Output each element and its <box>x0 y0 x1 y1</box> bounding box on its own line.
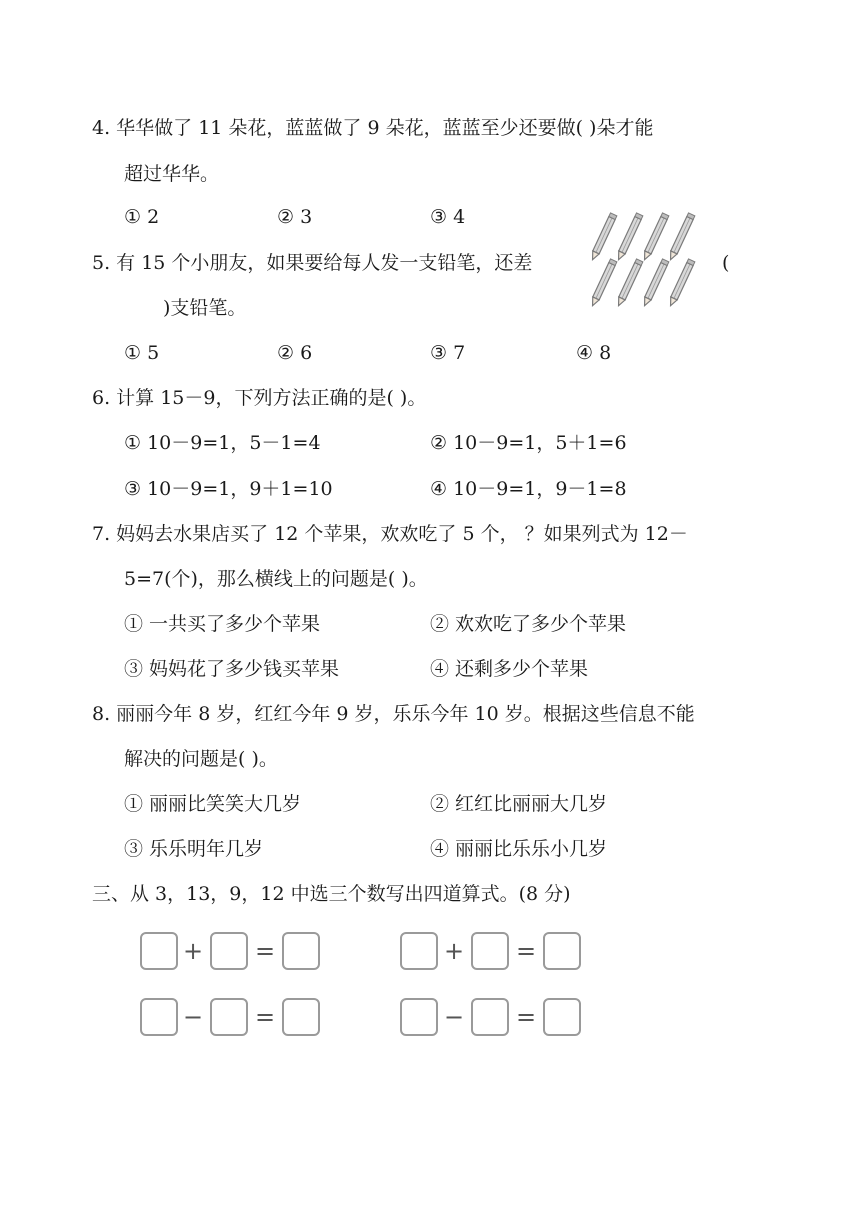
pencils-illustration <box>588 212 704 312</box>
answer-box[interactable] <box>471 998 509 1036</box>
pencil-icon <box>667 259 694 307</box>
q7-line2: 5=7(个)，那么横线上的问题是( )。 <box>124 568 428 590</box>
equals-sign: = <box>516 1003 537 1031</box>
q4-line2: 超过华华。 <box>124 163 220 185</box>
section3-title: 三、从 3，13，9，12 中选三个数写出四道算式。(8 分) <box>92 883 571 905</box>
q6-option-3[interactable]: ③ 10－9=1，9＋1=10 <box>124 478 333 500</box>
q8-option-4[interactable]: ④ 丽丽比乐乐小几岁 <box>430 838 608 860</box>
minus-sign: − <box>183 1003 204 1031</box>
q4-option-1[interactable]: ① 2 <box>124 206 160 228</box>
pencil-icon <box>615 259 642 307</box>
q6-line1: 6. 计算 15－9，下列方法正确的是( )。 <box>92 387 427 409</box>
q5-paren-open: ( <box>722 252 730 274</box>
equals-sign: = <box>516 937 537 965</box>
q8-option-2[interactable]: ② 红红比丽丽大几岁 <box>430 793 608 815</box>
q7-option-2[interactable]: ② 欢欢吃了多少个苹果 <box>430 613 627 635</box>
plus-sign: + <box>444 937 465 965</box>
q6-option-1[interactable]: ① 10－9=1，5－1=4 <box>124 432 321 454</box>
answer-box[interactable] <box>210 932 248 970</box>
q6-option-4[interactable]: ④ 10－9=1，9－1=8 <box>430 478 627 500</box>
q6-option-2[interactable]: ② 10－9=1，5＋1=6 <box>430 432 627 454</box>
q5-line2: )支铅笔。 <box>163 297 247 319</box>
q7-line1: 7. 妈妈去水果店买了 12 个苹果，欢欢吃了 5 个， ？如果列式为 12－ <box>92 523 688 545</box>
q8-line2: 解决的问题是( )。 <box>124 748 278 770</box>
q5-option-1[interactable]: ① 5 <box>124 342 160 364</box>
minus-sign: − <box>444 1003 465 1031</box>
pencil-icon <box>615 213 642 261</box>
q8-option-3[interactable]: ③ 乐乐明年几岁 <box>124 838 264 860</box>
q7-option-4[interactable]: ④ 还剩多少个苹果 <box>430 658 589 680</box>
equals-sign: = <box>255 937 276 965</box>
answer-box[interactable] <box>543 932 581 970</box>
q5-option-2[interactable]: ② 6 <box>277 342 313 364</box>
q8-line1: 8. 丽丽今年 8 岁，红红今年 9 岁，乐乐今年 10 岁。根据这些信息不能 <box>92 703 695 725</box>
answer-box[interactable] <box>543 998 581 1036</box>
plus-sign: + <box>183 937 204 965</box>
q4-option-3[interactable]: ③ 4 <box>430 206 466 228</box>
pencil-icon <box>589 259 616 307</box>
q5-line1: 5. 有 15 个小朋友，如果要给每人发一支铅笔，还差 <box>92 252 533 274</box>
answer-box[interactable] <box>471 932 509 970</box>
q7-option-1[interactable]: ① 一共买了多少个苹果 <box>124 613 321 635</box>
pencil-icon <box>641 213 668 261</box>
answer-box[interactable] <box>282 998 320 1036</box>
q8-option-1[interactable]: ① 丽丽比笑笑大几岁 <box>124 793 302 815</box>
q5-option-4[interactable]: ④ 8 <box>576 342 612 364</box>
pencil-icon <box>667 213 694 261</box>
answer-box[interactable] <box>140 998 178 1036</box>
q4-line1: 4. 华华做了 11 朵花，蓝蓝做了 9 朵花，蓝蓝至少还要做( )朵才能 <box>92 117 654 139</box>
q7-option-3[interactable]: ③ 妈妈花了多少钱买苹果 <box>124 658 340 680</box>
pencil-icon <box>589 213 616 261</box>
pencil-icon <box>641 259 668 307</box>
answer-box[interactable] <box>400 998 438 1036</box>
answer-box[interactable] <box>210 998 248 1036</box>
q5-option-3[interactable]: ③ 7 <box>430 342 466 364</box>
answer-box[interactable] <box>282 932 320 970</box>
q4-option-2[interactable]: ② 3 <box>277 206 313 228</box>
equals-sign: = <box>255 1003 276 1031</box>
answer-box[interactable] <box>140 932 178 970</box>
answer-box[interactable] <box>400 932 438 970</box>
